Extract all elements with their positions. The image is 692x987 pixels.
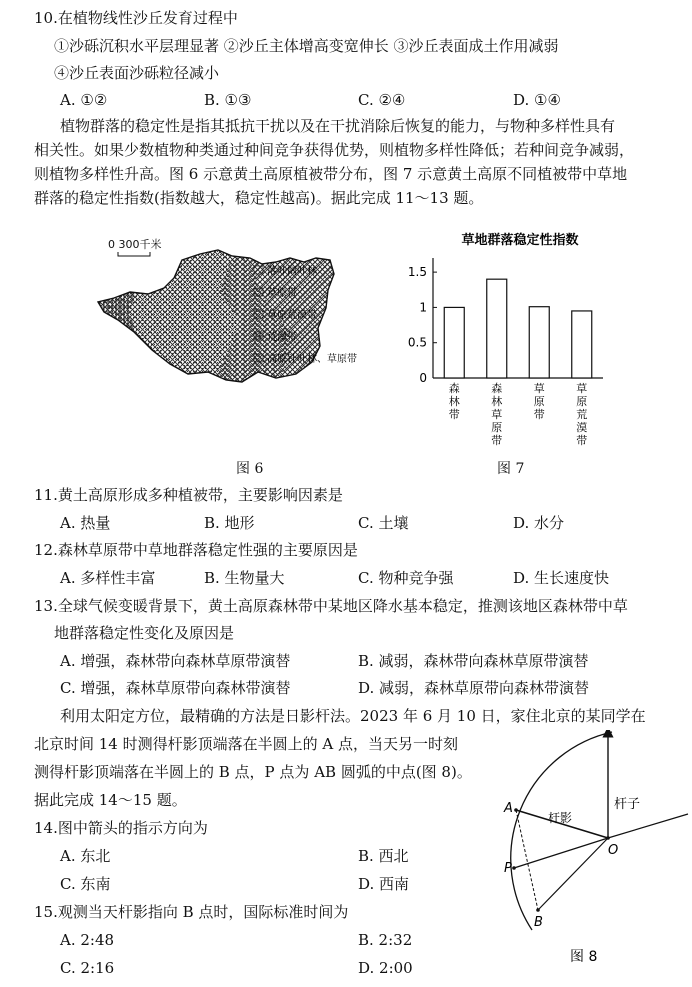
q12-option-a[interactable]: A. 多样性丰富: [60, 569, 156, 587]
y-tick-label: 0.5: [407, 335, 427, 350]
fig6-map: [90, 232, 390, 392]
q14-stem: 14.图中箭头的指示方向为: [34, 819, 208, 837]
passage-2-line: 利用太阳定方位，最精确的方法是日影杆法。2023 年 6 月 10 日，家住北京的某同学在: [60, 707, 646, 725]
legend-swatch-desert: [254, 332, 263, 340]
passage-1-line: 植物群落的稳定性是指其抵抗干扰以及在干扰消除后恢复的能力，与物种多样性具有: [60, 117, 616, 135]
q10-items-line2: ④沙丘表面沙砾粒径减小: [54, 64, 220, 82]
category-label-char: 森: [448, 382, 460, 395]
fig8-diagram: [490, 730, 690, 968]
fig8-arc: [511, 732, 612, 930]
fig8-line-right: [608, 814, 688, 838]
category-label-char: 带: [533, 408, 545, 421]
q13-option-d[interactable]: D. 减弱，森林草原带向森林带演替: [358, 679, 590, 697]
q14-option-a[interactable]: A. 东北: [60, 847, 111, 865]
q12-option-c[interactable]: C. 物种竞争强: [358, 569, 454, 587]
legend-label-desert: 荒漠带: [267, 332, 297, 343]
legend-swatch-steppe: [254, 288, 263, 296]
q12-stem: 12.森林草原带中草地群落稳定性强的主要原因是: [34, 541, 358, 559]
passage-1-line: 相关性。如果少数植物种类通过种间竞争获得优势，则植物多样性降低；若种间竞争减弱，: [34, 141, 635, 159]
fig6-caption: 图 6: [236, 461, 264, 477]
q12-option-b[interactable]: B. 生物量大: [204, 569, 285, 587]
q13-option-a[interactable]: A. 增强，森林带向森林草原带演替: [60, 652, 291, 670]
passage-2-line: 据此完成 14～15 题。: [34, 791, 187, 809]
category-label-char: 草: [533, 382, 545, 395]
y-tick-label: 1.5: [407, 265, 427, 280]
fig8-label-a: A: [504, 801, 513, 816]
legend-label-forest: 落叶阔叶林: [267, 266, 317, 277]
q15-stem: 15.观测当天杆影指向 B 点时，国际标准时间为: [34, 903, 349, 921]
fig8-pole-label: 杆子: [614, 797, 641, 812]
q15-option-a[interactable]: A. 2:48: [60, 931, 115, 949]
legend-swatch-steppe-desert: [254, 310, 263, 318]
category-label-char: 漠: [576, 421, 588, 434]
q15-option-c[interactable]: C. 2:16: [60, 959, 115, 977]
q10-option-c[interactable]: C. ②④: [358, 91, 406, 109]
fig8-label-o: O: [608, 843, 619, 858]
q13-stem-line1: 13.全球气候变暖背景下，黄土高原森林带中某地区降水基本稳定，推测该地区森林带中草: [34, 597, 628, 615]
category-label-char: 带: [491, 434, 503, 447]
q11-option-a[interactable]: A. 热量: [60, 514, 111, 532]
q14-option-d[interactable]: D. 西南: [358, 875, 410, 893]
fig8-caption: 图 8: [570, 949, 598, 965]
q14-option-c[interactable]: C. 东南: [60, 875, 111, 893]
q13-option-b[interactable]: B. 减弱，森林带向森林草原带演替: [358, 652, 589, 670]
y-tick-label: 0: [419, 371, 427, 385]
category-label-char: 原: [576, 395, 588, 408]
category-label-char: 林: [448, 395, 460, 408]
legend-swatch-plateau: [254, 354, 263, 362]
fig8-point-p: [512, 866, 516, 870]
fig8-shadow-label: 杆影: [548, 811, 573, 825]
passage-1-line: 则植物多样性升高。图 6 示意黄土高原植被带分布，图 7 示意黄土高原不同植被带中草地: [34, 165, 628, 183]
fig7-chart: [395, 228, 625, 453]
fig8-label-p: P: [504, 861, 512, 876]
fig8-chord-ab: [516, 810, 538, 910]
category-label-char: 原: [491, 421, 503, 434]
q10-option-d[interactable]: D. ①④: [513, 91, 561, 109]
fig6-scale-label: 0 300千米: [108, 238, 162, 251]
chart-title: 草地群落稳定性指数: [461, 233, 579, 248]
passage-1-line: 群落的稳定性指数(指数越大，稳定性越高)。据此完成 11～13 题。: [34, 189, 484, 207]
category-label-char: 森: [491, 382, 503, 395]
q13-option-c[interactable]: C. 增强，森林草原带向森林带演替: [60, 679, 291, 697]
legend-swatch-forest: [254, 266, 263, 274]
category-label-char: 草: [576, 382, 588, 395]
q11-stem: 11.黄土高原形成多种植被带，主要影响因素是: [34, 486, 343, 504]
q13-stem-line2: 地群落稳定性变化及原因是: [54, 624, 235, 642]
bar: [572, 311, 592, 378]
q11-option-c[interactable]: C. 土壤: [358, 514, 409, 532]
category-label-char: 林: [491, 395, 503, 408]
q10-stem: 10.在植物线性沙丘发育过程中: [34, 9, 238, 27]
q12-option-d[interactable]: D. 生长速度快: [513, 569, 610, 587]
passage-2-line: 北京时间 14 时测得杆影顶端落在半圆上的 A 点，当天另一时刻: [34, 735, 458, 753]
category-label-char: 带: [448, 408, 460, 421]
fig8-point-a: [514, 808, 518, 812]
legend-label-steppe: 草原带: [267, 288, 297, 299]
q10-items-line1: ①沙砾沉积水平层理显著 ②沙丘主体增高变宽伸长 ③沙丘表面成土作用减弱: [54, 37, 559, 55]
q15-option-b[interactable]: B. 2:32: [358, 931, 413, 949]
fig6-scale-bar: [118, 252, 150, 256]
q10-option-b[interactable]: B. ①③: [204, 91, 252, 109]
q14-option-b[interactable]: B. 西北: [358, 847, 409, 865]
passage-1: [34, 114, 682, 210]
q10-option-a[interactable]: A. ①②: [60, 91, 108, 109]
fig8-point-b: [536, 908, 540, 912]
legend-label-steppe-desert: 草原荒漠带: [267, 310, 317, 321]
category-label-char: 荒: [576, 408, 588, 421]
fig7-caption: 图 7: [497, 461, 525, 477]
bar: [529, 307, 549, 378]
category-label-char: 原: [533, 395, 545, 408]
q11-option-d[interactable]: D. 水分: [513, 514, 565, 532]
bar: [487, 279, 507, 378]
legend-label-plateau: 高原针叶林、草原带: [267, 354, 357, 365]
q15-option-d[interactable]: D. 2:00: [358, 959, 413, 977]
category-label-char: 草: [491, 408, 503, 421]
q11-option-b[interactable]: B. 地形: [204, 514, 255, 532]
category-label-char: 带: [576, 434, 588, 447]
bar: [444, 307, 464, 378]
fig8-point-o: [606, 836, 610, 840]
y-tick-label: 1: [419, 300, 427, 315]
passage-2-line: 测得杆影顶端落在半圆上的 B 点，P 点为 AB 圆弧的中点(图 8)。: [34, 763, 472, 781]
fig8-label-b: B: [534, 915, 543, 930]
